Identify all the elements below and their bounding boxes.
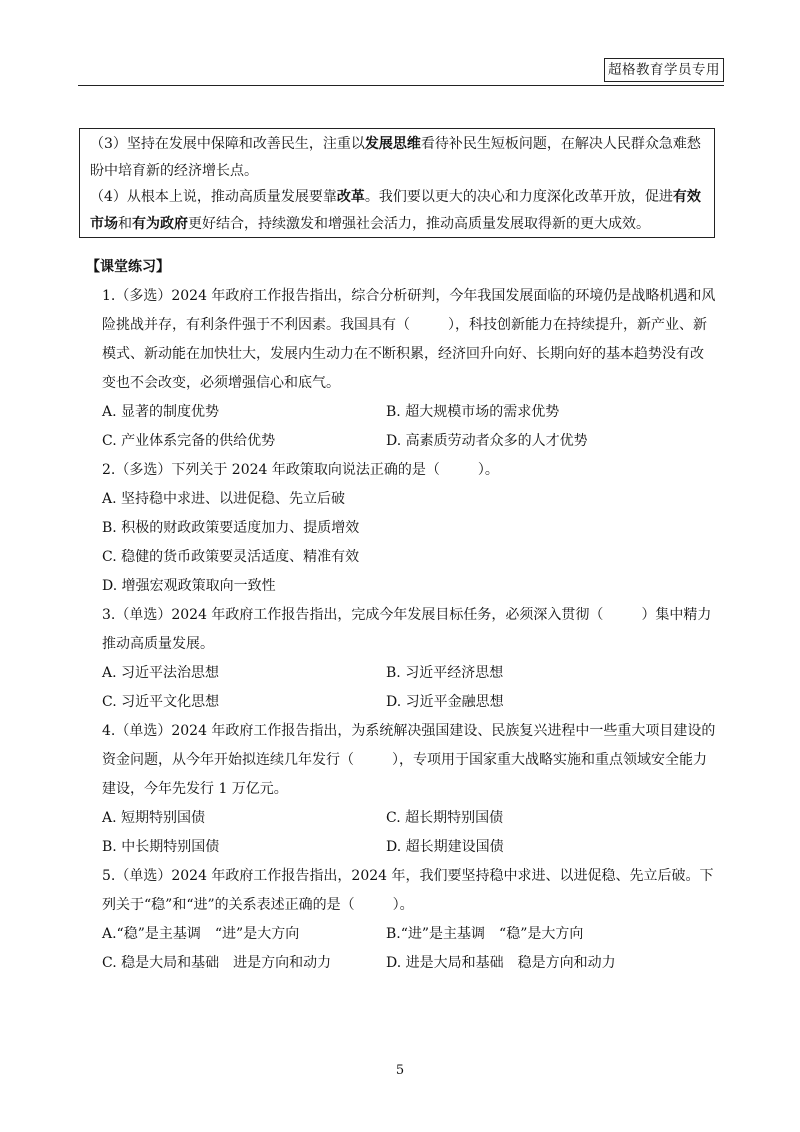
question-4: 4.（单选）2024 年政府工作报告指出，为系统解决强国建设、民族复兴进程中一些重大项目建设的资金问题，从今年开始拟连续几年发行（ ），专项用于国家重大战略实施和重点领域安全能力建设，今年先发行 1 万亿元。	[102, 723, 716, 797]
question-1: 1.（多选）2024 年政府工作报告指出，综合分析研判，今年我国发展面临的环境仍是战略机遇和风险挑战并存，有利条件强于不利因素。我国具有（ ），科技创新能力在持续提升，新产业、新模式、新动能在加快壮大，发展内生动力在不断积累，经济回升向好、长期向好的基本趋势没有改变也不会改变，必须增强信心和底气。	[102, 288, 716, 391]
option-a: A. 显著的制度优势	[102, 404, 220, 420]
option-a: A.“稳”是主基调 “进”是大方向	[102, 926, 300, 942]
question-5: 5.（单选）2024 年政府工作报告指出，2024 年，我们要坚持稳中求进、以进促稳、先立后破。下列关于“稳”和“进”的关系表述正确的是（ ）。	[102, 868, 714, 913]
option-a: A. 习近平法治思想	[102, 665, 220, 681]
option-b: B.“进”是主基调 “稳”是大方向	[386, 926, 584, 942]
options-row	[86, 688, 716, 717]
option-b: B. 习近平经济思想	[386, 665, 504, 681]
option-a: A. 短期特别国债	[102, 810, 206, 826]
options-row	[86, 659, 716, 688]
option-d: D. 高素质劳动者众多的人才优势	[386, 433, 588, 449]
option-a: A. 坚持稳中求进、以进促稳、先立后破	[102, 491, 346, 507]
option-b: B. 中长期特别国债	[102, 839, 220, 855]
options-row	[86, 949, 716, 978]
option-c: C. 产业体系完备的供给优势	[102, 433, 276, 449]
options-row	[86, 804, 716, 833]
header-badge: 超格教育学员专用	[604, 58, 724, 82]
options-row	[86, 833, 716, 862]
option-b: B. 积极的财政政策要适度加力、提质增效	[102, 520, 360, 536]
options-row	[86, 427, 716, 456]
question-3: 3.（单选）2024 年政府工作报告指出，完成今年发展目标任务，必须深入贯彻（ ）集中精力推动高质量发展。	[102, 607, 712, 652]
option-c: C. 习近平文化思想	[102, 694, 220, 710]
option-c: C. 稳健的货币政策要灵活适度、精准有效	[102, 549, 360, 565]
section-title: 【课堂练习】	[86, 259, 170, 275]
page-number: 5	[395, 1063, 405, 1078]
option-d: D. 习近平金融思想	[386, 694, 504, 710]
options-row	[86, 398, 716, 427]
option-d: D. 超长期建设国债	[386, 839, 504, 855]
summary-point-3: （3）坚持在发展中保障和改善民生，注重以发展思维看待补民生短板问题，在解决人民群众急难愁盼中培育新的经济增长点。	[90, 136, 701, 179]
options-row	[86, 920, 716, 949]
option-d: D. 增强宏观政策取向一致性	[102, 578, 276, 594]
practice-section	[86, 254, 716, 978]
option-d: D. 进是大局和基础 稳是方向和动力	[386, 955, 616, 971]
option-c: C. 超长期特别国债	[386, 810, 504, 826]
header-divider	[78, 85, 724, 86]
summary-point-4: （4）从根本上说，推动高质量发展要靠改革。我们要以更大的决心和力度深化改革开放，促进有效市场和有为政府更好结合，持续激发和增强社会活力，推动高质量发展取得新的更大成效。	[90, 189, 701, 232]
option-c: C. 稳是大局和基础 进是方向和动力	[102, 955, 332, 971]
option-b: B. 超大规模市场的需求优势	[386, 404, 560, 420]
question-2: 2.（多选）下列关于 2024 年政策取向说法正确的是（ ）。	[102, 462, 499, 478]
summary-box	[79, 128, 715, 238]
